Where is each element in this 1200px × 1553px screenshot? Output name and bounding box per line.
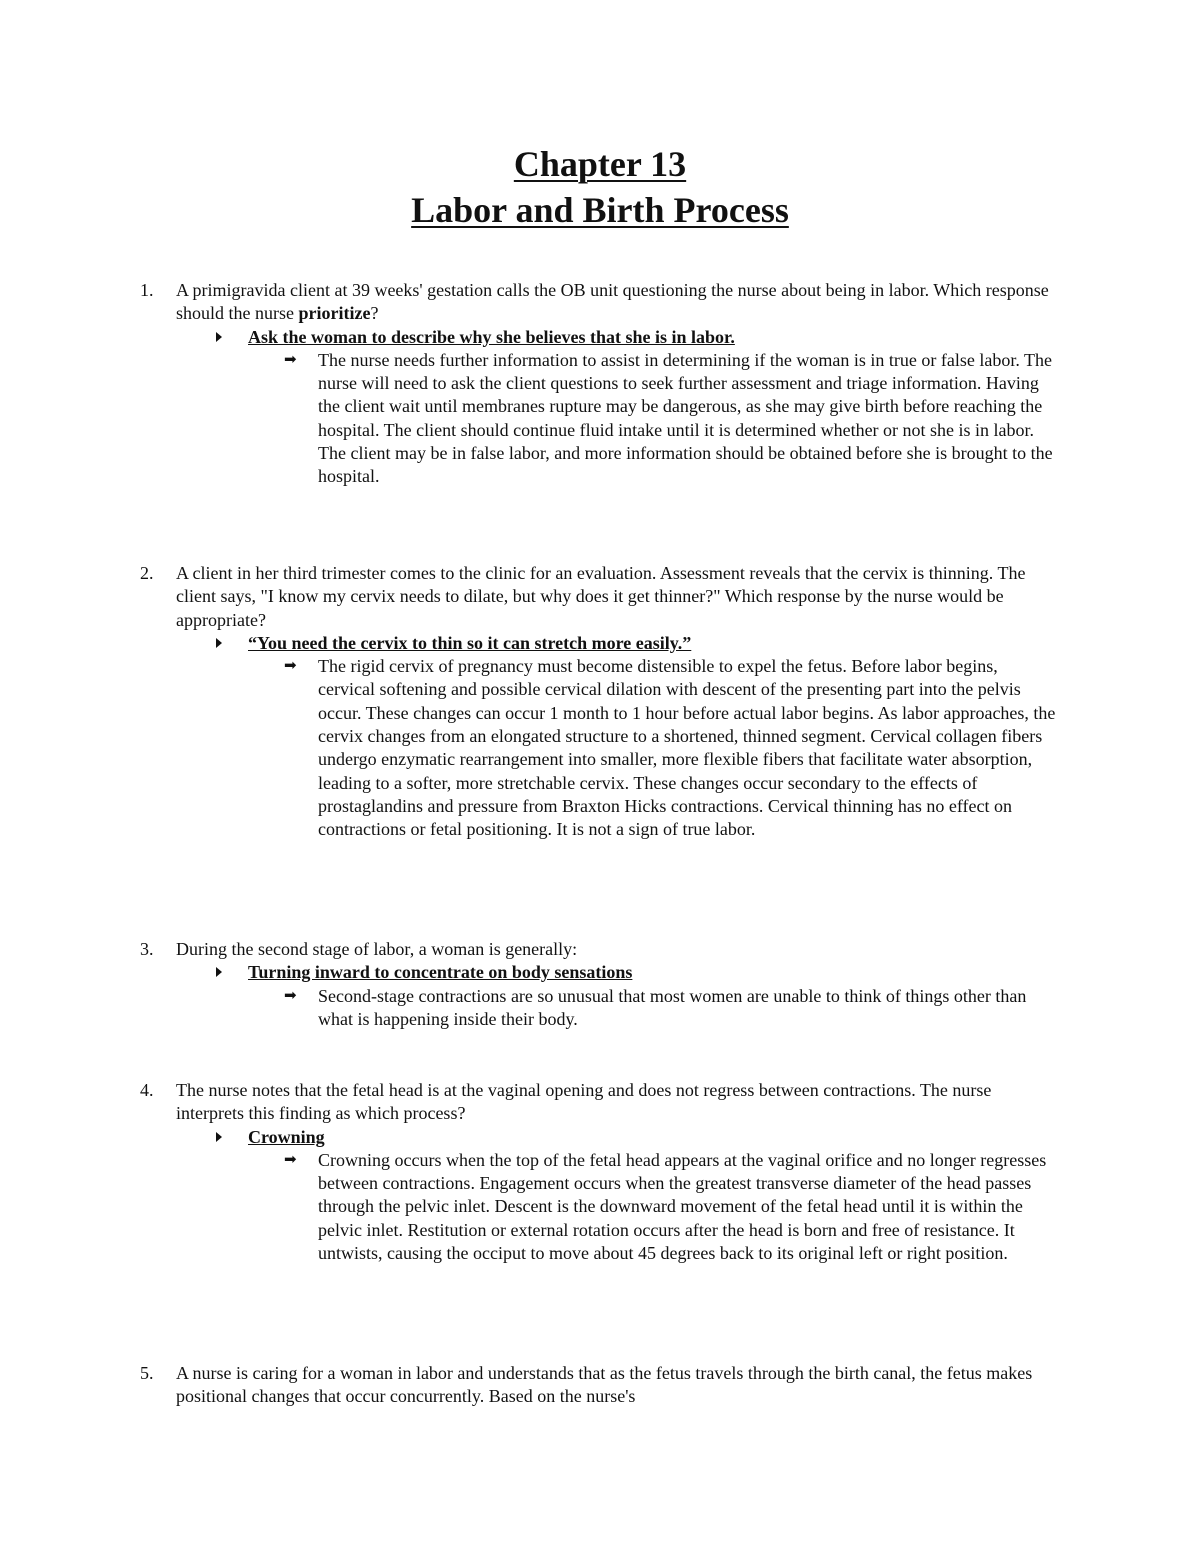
- rationale: [284, 985, 1058, 1032]
- right-triangle-bullet-icon: [216, 332, 222, 342]
- question-number: 2.: [140, 563, 154, 583]
- rationale: [284, 349, 1058, 489]
- question-stem: During the second stage of labor, a woman is generally:: [176, 939, 578, 959]
- answer-text: “You need the cervix to thin so it can stretch more easily.”: [248, 632, 692, 653]
- right-arrow-icon: ➡: [284, 349, 297, 368]
- rationale-text: The rigid cervix of pregnancy must become distensible to expel the fetus. Before labor begins, cervical softening and possible cervical dilation with descent of the presenting part into the pelvis occur. These changes can occur 1 month to 1 hour before actual labor begins. As labor approaches, the cervix changes from an elongated structure to a shortened, thinned segment. Cervical collagen fibers undergo enzymatic rearrangement into smaller, more flexible fibers that facilitate water absorption, leading to a softer, more stretchable cervix. These changes occur secondary to the effects of prostaglandins and pressure from Braxton Hicks contractions. Cervical thinning has no effect on contractions or fetal positioning. It is not a sign of true labor.: [318, 656, 1056, 840]
- answer-text: Turning inward to concentrate on body sensations: [248, 962, 633, 983]
- rationale-text: Second-stage contractions are so unusual that most women are unable to think of things other than what is happening inside their body.: [318, 985, 1027, 1029]
- right-arrow-icon: ➡: [284, 656, 297, 675]
- correct-answer: [216, 632, 1060, 655]
- rationale: [284, 1149, 1058, 1265]
- question-stem-text: A primigravida client at 39 weeks' gestation calls the OB unit questioning the nurse about being in labor. Which response should the nurse: [176, 280, 1049, 324]
- question-stem: The nurse notes that the fetal head is at the vaginal opening and does not regress between contractions. The nurse interprets this finding as which process?: [176, 1080, 992, 1124]
- question-3: [140, 938, 1060, 1031]
- question-number: 4.: [140, 1080, 154, 1100]
- question-stem: [176, 279, 1056, 326]
- question-stem: A nurse is caring for a woman in labor and understands that as the fetus travels through the birth canal, the fetus makes positional changes that occur concurrently. Based on the nurse's: [176, 1363, 1033, 1407]
- question-number: 3.: [140, 939, 154, 959]
- right-arrow-icon: ➡: [284, 1149, 297, 1168]
- chapter-title: Chapter 13: [513, 144, 687, 184]
- right-triangle-bullet-icon: [216, 967, 222, 977]
- answer-text: Ask the woman to describe why she believes that she is in labor.: [248, 326, 735, 347]
- chapter-subtitle: Labor and Birth Process: [411, 190, 789, 230]
- rationale: [284, 655, 1058, 841]
- right-arrow-icon: ➡: [284, 985, 297, 1004]
- question-2: [140, 562, 1060, 842]
- rationale-text: The nurse needs further information to assist in determining if the woman is in true or false labor. The nurse will need to ask the client questions to seek further assessment and triage information. Having the client wait until membranes rupture may be dangerous, as she may give birth before reaching the hospital. The client should continue fluid intake until it is determined whether or not she is in labor. The client may be in false labor, and more information should be obtained before she is brought to the hospital.: [318, 349, 1053, 487]
- question-stem: A client in her third trimester comes to the clinic for an evaluation. Assessment reveals that the cervix is thinning. The client says, "I know my cervix needs to dilate, but why does it get thinner?" Which response by the nurse would be appropriate?: [176, 563, 1026, 630]
- question-number: 5.: [140, 1363, 154, 1383]
- correct-answer: [216, 326, 1060, 349]
- answer-text: Crowning: [248, 1126, 325, 1147]
- right-triangle-bullet-icon: [216, 1132, 222, 1142]
- question-1: [140, 279, 1060, 489]
- correct-answer: [216, 1126, 1060, 1149]
- question-stem-end: ?: [370, 303, 379, 324]
- correct-answer: [216, 961, 1060, 984]
- right-triangle-bullet-icon: [216, 638, 222, 648]
- question-5: [140, 1362, 1060, 1409]
- question-stem-emphasis: prioritize: [298, 303, 371, 324]
- rationale-text: Crowning occurs when the top of the fetal head appears at the vaginal orifice and no longer regresses between contractions. Engagement occurs when the greatest transverse diameter of the head passes through the pelvic inlet. Descent is the downward movement of the fetal head until it is within the pelvic inlet. Restitution or external rotation occurs after the head is born and free of resistance. It untwists, causing the occiput to move about 45 degrees back to its original left or right position.: [318, 1149, 1047, 1264]
- question-4: [140, 1079, 1060, 1265]
- question-number: 1.: [140, 280, 154, 300]
